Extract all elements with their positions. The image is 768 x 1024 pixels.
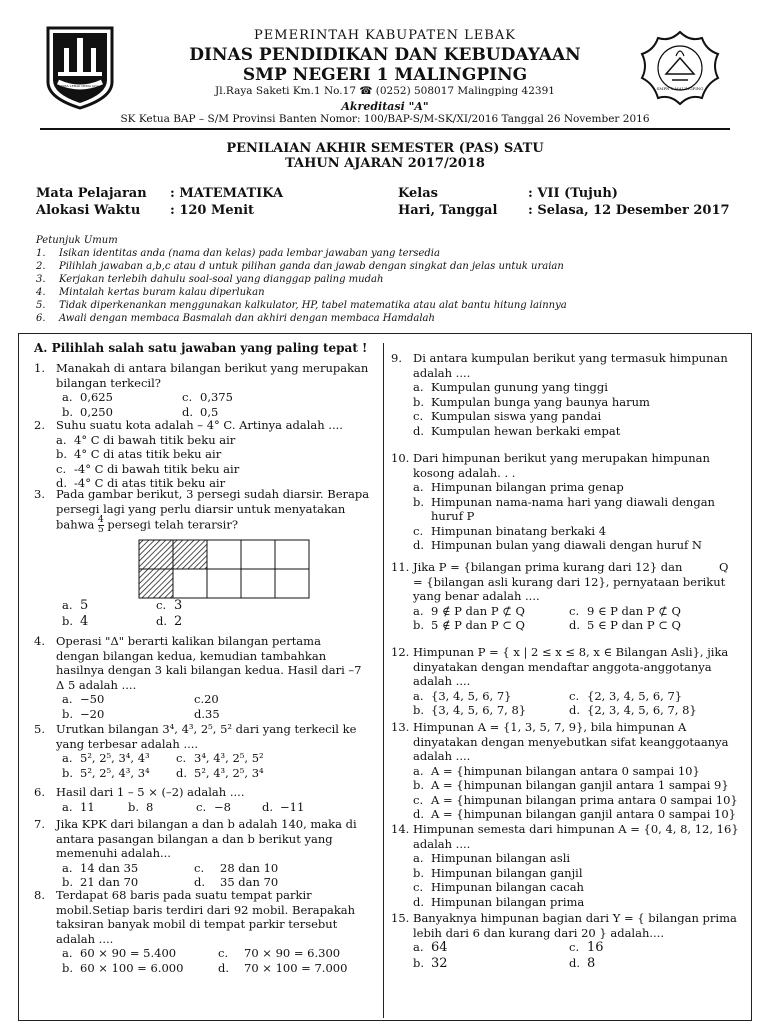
instruction-item: 3. Kerjakan terlebih dahulu soal-soal yang dianggap paling mudah xyxy=(36,274,384,285)
date-value: : Selasa, 12 Desember 2017 xyxy=(528,203,730,218)
section-a-heading: A. Pilihlah salah satu jawaban yang paling tepat ! xyxy=(34,341,368,355)
time-value: : 120 Menit xyxy=(170,203,255,218)
header-rule xyxy=(40,128,730,130)
dept-name: DINAS PENDIDIKAN DAN KEBUDAYAAN xyxy=(189,45,581,65)
time-label: Alokasi Waktu xyxy=(36,203,141,218)
shaded-grid xyxy=(138,539,310,599)
class-label: Kelas xyxy=(398,186,438,201)
accreditation: Akreditasi "A" xyxy=(341,100,429,113)
grid-cell xyxy=(207,540,241,569)
question-3-options: a. 5 c. 3 b. 4 d. 2 xyxy=(62,598,183,629)
question-10: 10. Dari himpunan berikut yang merupakan himpunan kosong adalah. . . a. Himpunan bilangan prima genap b. Himpunan nama-nama hari yang diawali dengan huruf P c. Himpunan binatang berkaki 4 d. Himpunan bulan yang diawali dengan huruf N xyxy=(391,451,715,552)
question-9: 9. Di antara kumpulan berikut yang termasuk himpunan adalah .... a. Kumpulan gunung yang tinggi b. Kumpulan bunga yang baunya harum c. Kumpulan siswa yang pandai d. Kumpulan hewan berkaki empat xyxy=(391,351,728,438)
grid-cell xyxy=(241,540,275,569)
instructions-title: Petunjuk Umum xyxy=(36,235,118,246)
subject-label: Mata Pelajaran xyxy=(36,186,147,201)
logo-right-text: SMPN 1 MALINGPING xyxy=(656,86,704,91)
instruction-item: 1. Isikan identitas anda (nama dan kelas) pada lembar jawaban yang tersedia xyxy=(36,248,440,259)
question-5: 5. Urutkan bilangan 3⁴, 4³, 2⁵, 5² dari yang terkecil ke yang terbesar adalah .... a. 5², 2⁵, 3⁴, 4³ c. 3⁴, 4³, 2⁵, 5² b. 5², 2⁵, 4³, 3⁴ d. 5², 4³, 2⁵, 3⁴ xyxy=(34,722,357,780)
question-3: 3. Pada gambar berikut, 3 persegi sudah diarsir. Berapa persegi lagi yang perlu diarsir untuk menyatakan bahwa $\frac{4}{5}$ persegi telah terarsir? xyxy=(34,487,370,535)
school-name: SMP NEGERI 1 MALINGPING xyxy=(242,65,528,85)
grid-cell-shaded xyxy=(173,540,207,569)
grid-cell-shaded xyxy=(139,540,173,569)
question-1: 1. Manakah di antara bilangan berikut yang merupakan bilangan terkecil? a. 0,625 c. 0,375 b. 0,250 d. 0,5 xyxy=(34,361,369,419)
question-12: 12. Himpunan P = { x | 2 ≤ x ≤ 8, x ∈ Bilangan Asli}, jika dinyatakan dengan mendaftar anggota-anggotanya adalah .... a. {3, 4, 5, 6, 7} c. {2, 3, 4, 5, 6, 7} b. {3, 4, 5, 6, 7, 8} d. {2, 3, 4, 5, 6, 7, 8} xyxy=(391,645,729,717)
exam-title: PENILAIAN AKHIR SEMESTER (PAS) SATU xyxy=(226,141,544,156)
question-13: 13. Himpunan A = {1, 3, 5, 7, 9}, bila himpunan A dinyatakan dengan menyebutkan sifat keanggotaanya adalah .... a. A = {himpunan bilangan antara 0 sampai 10} b. A = {himpunan bilangan ganjil antara 1 sampai 9} c. A = {himpunan bilangan prima antara 0 sampai 10} d. A = {himpunan bilangan ganjil antara 0 sampai 10} xyxy=(391,720,738,821)
question-2: 2. Suhu suatu kota adalah – 4° C. Artinya adalah .... a. 4° C di bawah titik beku air b. 4° C di atas titik beku air c. -4° C di bawah titik beku air d. -4° C di atas titik beku air xyxy=(34,418,343,490)
instructions xyxy=(36,234,567,325)
sk-decree: SK Ketua BAP – S/M Provinsi Banten Nomor: 100/BAP-S/M-SK/XI/2016 Tanggal 26 November 2016 xyxy=(120,113,650,125)
logo-left-motto: ISRA LEBAK IMMA JAYA xyxy=(61,84,99,88)
grid-cell xyxy=(275,540,309,569)
instruction-item: 4. Mintalah kertas buram kalau diperlukan xyxy=(36,287,265,298)
instruction-item: 2. Pilihlah jawaban a,b,c atau d untuk pilihan ganda dan jawab dengan singkat dan jelas untuk uraian xyxy=(36,261,564,272)
instruction-item: 6. Awali dengan membaca Basmalah dan akhiri dengan membaca Hamdalah xyxy=(36,313,435,324)
question-7: 7. Jika KPK dari bilangan a dan b adalah 140, maka di antara pasangan bilangan a dan b berikut yang memenuhi adalah... a. 14 dan 35 c. 28 dan 10 b. 21 dan 70 d. 35 dan 70 xyxy=(34,817,357,889)
exam-year: TAHUN AJARAN 2017/2018 xyxy=(285,156,485,171)
class-value: : VII (Tujuh) xyxy=(528,186,618,201)
date-label: Hari, Tanggal xyxy=(398,203,498,218)
logo-left xyxy=(44,24,116,110)
gov-name: PEMERINTAH KABUPATEN LEBAK xyxy=(254,28,516,43)
question-14: 14. Himpunan semesta dari himpunan A = {0, 4, 8, 12, 16} adalah .... a. Himpunan bilangan asli b. Himpunan bilangan ganjil c. Himpunan bilangan cacah d. Himpunan bilangan prima xyxy=(391,822,739,909)
grid-cell xyxy=(207,569,241,598)
grid-cell xyxy=(275,569,309,598)
question-6: 6. Hasil dari 1 – 5 × (–2) adalah .... a. 11 b. 8 c. −8 d. −11 xyxy=(34,785,305,814)
school-address: Jl.Raya Saketi Km.1 No.17 ☎ (0252) 508017 Malingping 42391 xyxy=(215,85,555,97)
grid-cell xyxy=(241,569,275,598)
question-11: 11. Jika P = {bilangan prima kurang dari 12} dan Q = {bilangan asli kurang dari 12}, pernyataan berikut yang benar adalah .... a. 9 ∉ P dan P ⊄ Q c. 9 ∈ P dan P ⊄ Q b. 5 ∉ P dan P ⊂ Q d. 5 ∈ P dan P ⊂ Q xyxy=(391,560,729,632)
regency-emblem-icon xyxy=(44,24,116,110)
column-divider xyxy=(383,343,384,1018)
question-8: 8. Terdapat 68 baris pada suatu tempat parkir mobil.Setiap baris terdiri dari 92 mobil. Berapakah taksiran banyak mobil di tempat parkir tersebut adalah .... a. 60 × 90 = 5.400 c. 70 × 90 = 6.300 b. 60 × 100 = 6.000 d. 70 × 100 = 7.000 xyxy=(34,888,356,975)
instruction-item: 5. Tidak diperkenankan menggunakan kalkulator, HP, tabel matematika atau alat bantu hitung lainnya xyxy=(36,300,567,311)
question-4: 4. Operasi "Δ" berarti kalikan bilangan pertama dengan bilangan kedua, kemudian tambahkan hasilnya dengan 3 kali bilangan kedua. Hasil dari –7 Δ 5 adalah .... a. −50 c.20 b. −20 d.35 xyxy=(34,634,362,721)
grid-cell xyxy=(173,569,207,598)
question-15: 15. Banyaknya himpunan bagian dari Y = { bilangan prima lebih dari 6 dan kurang dari 20 } adalah.... a. 64 c. 16 b. 32 d. 8 xyxy=(391,911,737,971)
subject-value: : MATEMATIKA xyxy=(170,186,284,201)
grid-cell-shaded xyxy=(139,569,173,598)
